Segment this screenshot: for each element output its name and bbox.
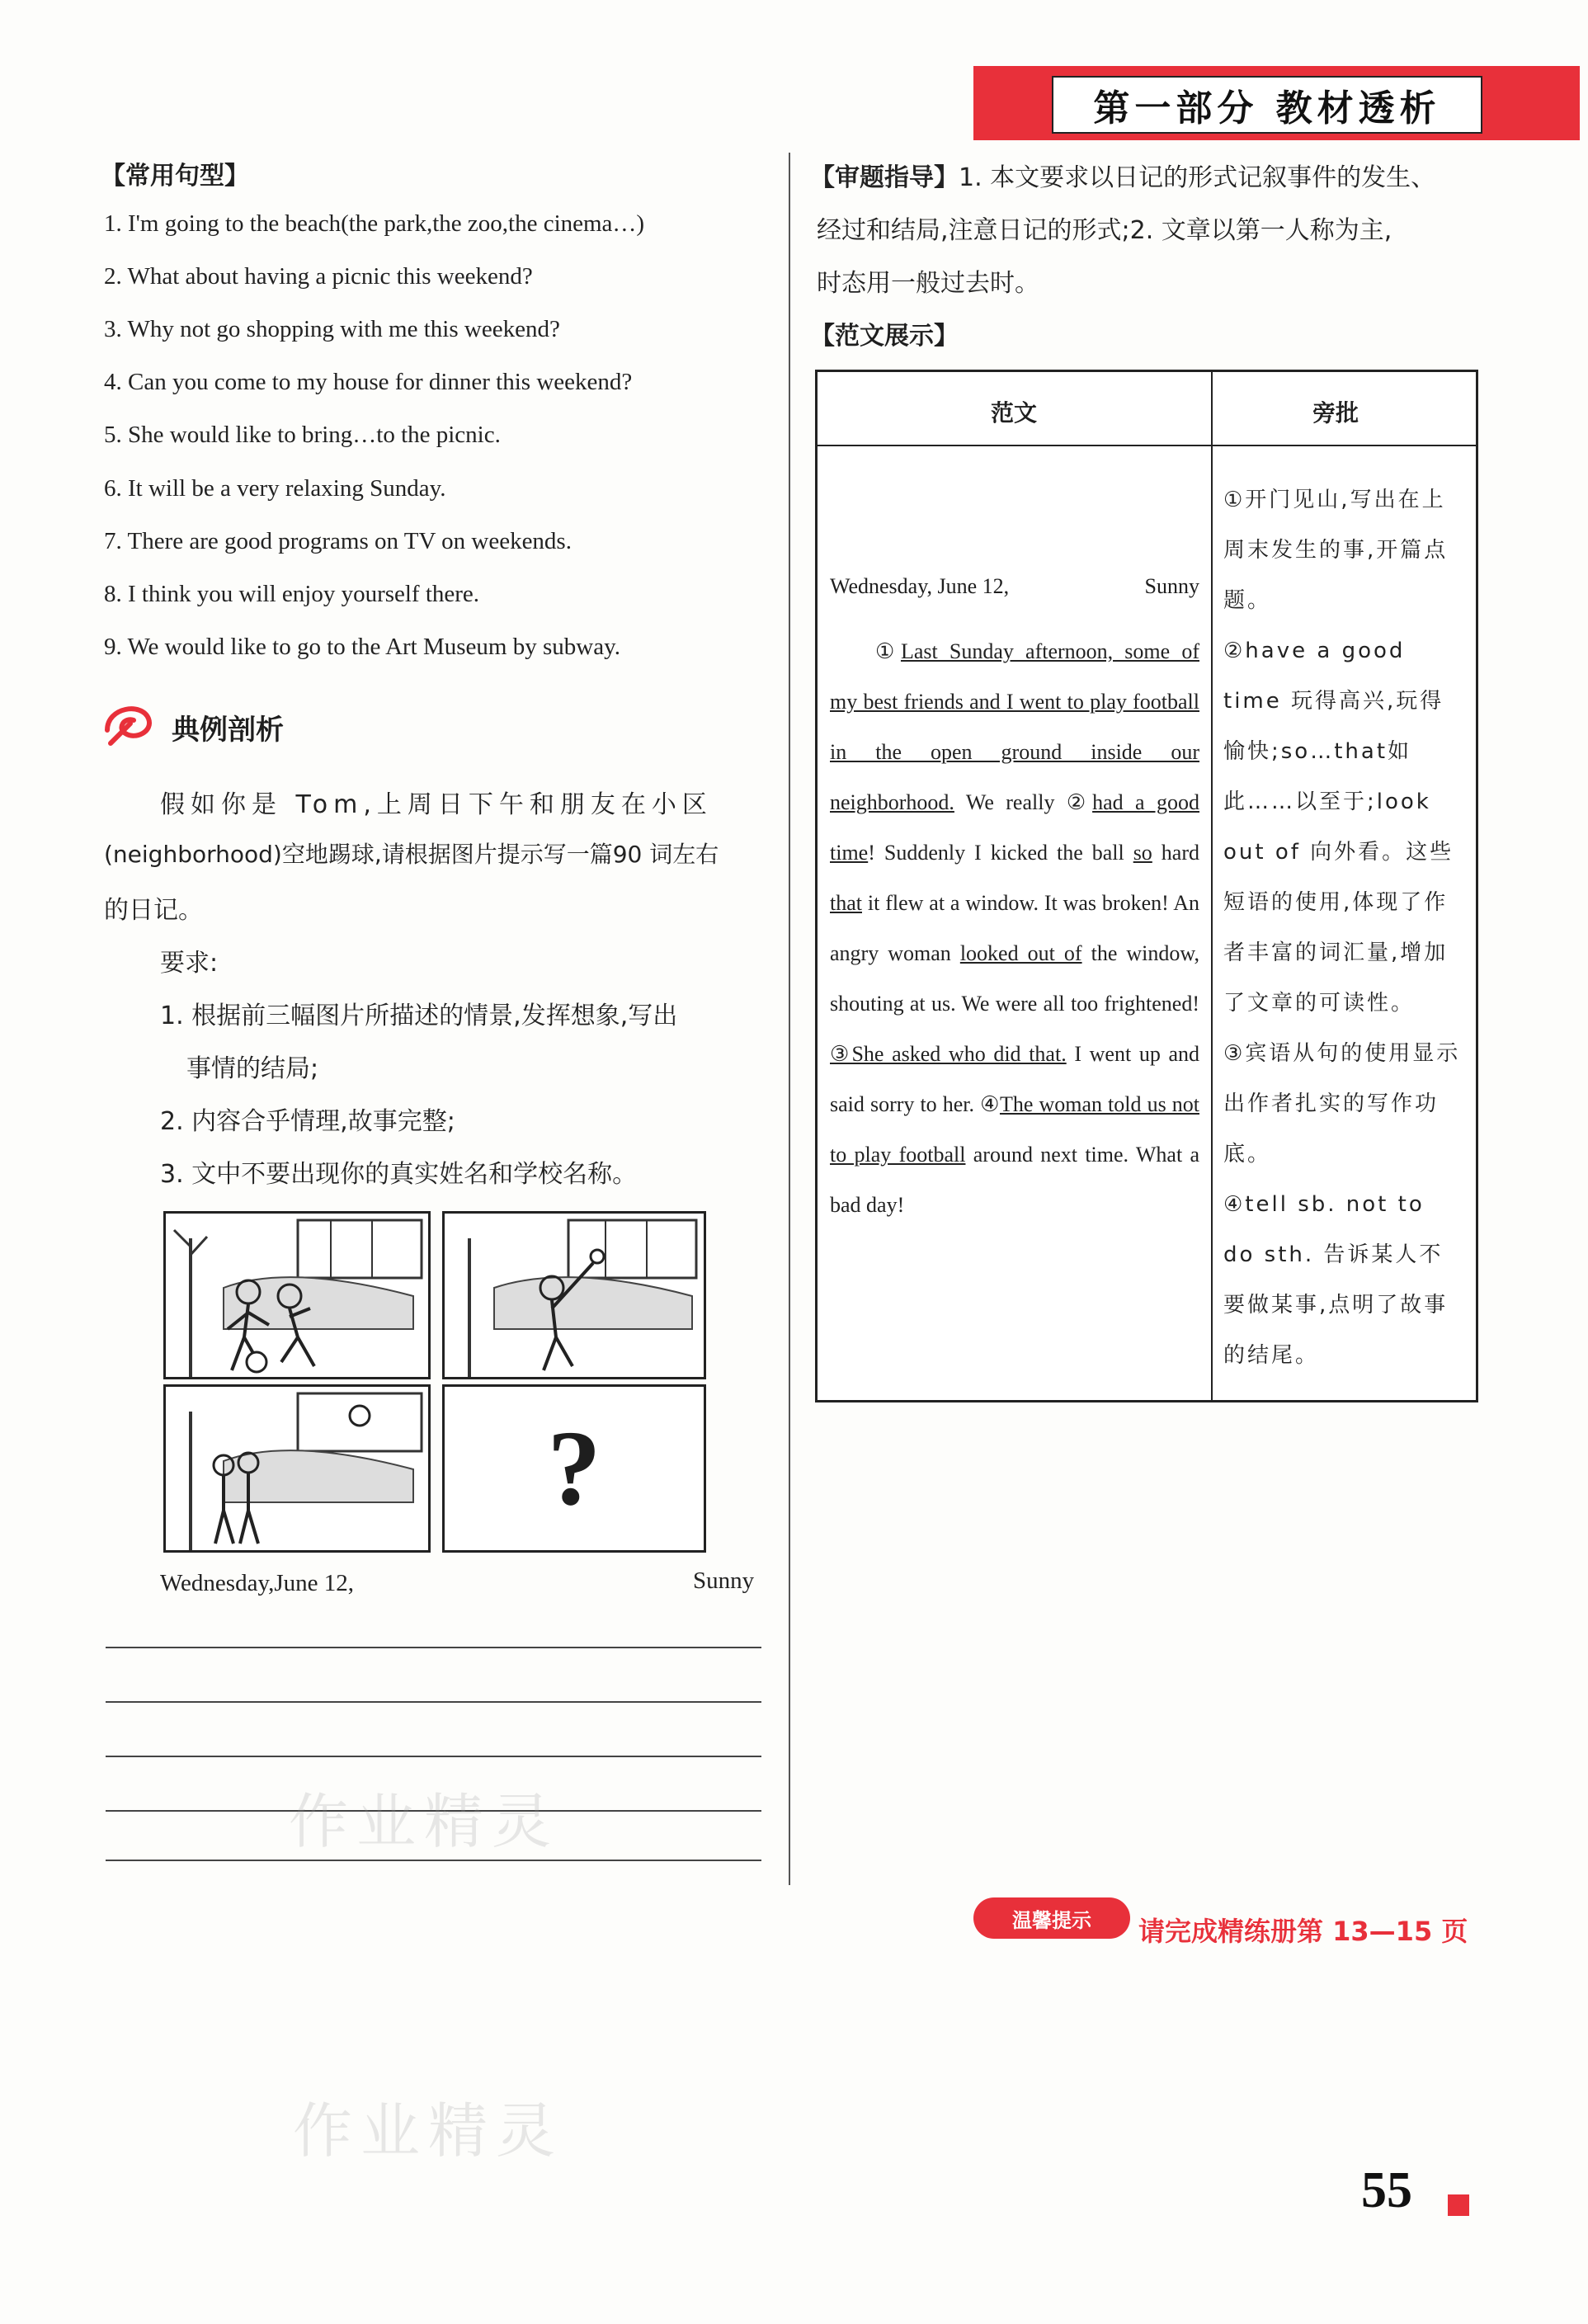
guide-label: 【审题指导】 [810, 163, 959, 192]
sentence-9: 9. We would like to go to the Art Museum by subway. [104, 634, 620, 660]
underline-7: The woman told us not to play football [830, 1092, 1199, 1167]
sentence-5: 5. She would like to bring…to the picnic. [104, 422, 501, 448]
diary-date: Wednesday,June 12, [160, 1570, 354, 1596]
requirement-3: 3. 文中不要出现你的真实姓名和学校名称。 [160, 1160, 638, 1189]
underline-1: Last Sunday afternoon, some of my best friends and I went to play football in the open ground inside our neighborhood. [830, 639, 1199, 814]
sentence-7: 7. There are good programs on TV on weekends. [104, 528, 572, 554]
guide-line-1: 1. 本文要求以日记的形式记叙事件的发生、 [959, 163, 1436, 192]
writing-line-2[interactable] [106, 1701, 761, 1703]
diary-weather: Sunny [693, 1567, 755, 1594]
picture-panel-4 [442, 1384, 706, 1553]
sentence-2: 2. What about having a picnic this weekend? [104, 263, 533, 290]
underline-4: that [830, 891, 862, 915]
tip-label: 温馨提示 [1012, 1908, 1091, 1932]
requirement-1-cont: 事情的结局; [186, 1054, 319, 1083]
requirements-title: 要求: [160, 949, 219, 978]
chapter-title: 第一部分 教材透析 [1052, 76, 1482, 134]
tip-badge [973, 1897, 1130, 1939]
requirement-2: 2. 内容合乎情理,故事完整; [160, 1107, 455, 1136]
prompt-line-2: (neighborhood)空地踢球,请根据图片提示写一篇90 词左右 [104, 841, 719, 868]
example-title: 典例剖析 [172, 714, 284, 747]
page-number: 55 [1361, 2162, 1412, 2218]
comment-1: ①开门见山,写出在上周末发生的事,开篇点题。 [1223, 488, 1449, 613]
comments-column [1223, 475, 1463, 1381]
model-essay-table [815, 370, 1478, 1402]
prompt-line-3: 的日记。 [104, 896, 203, 925]
essay-date: Wednesday, June 12, [830, 574, 1010, 598]
comment-4: ④tell sb. not to do sth. 告诉某人不要做某事,点明了故事的结尾。 [1223, 1192, 1449, 1368]
patterns-title: 【常用句型】 [101, 162, 249, 191]
underline-5: looked out of [959, 941, 1082, 965]
swirl-icon [102, 697, 157, 748]
table-header-comments: 旁批 [1312, 399, 1359, 427]
writing-line-3[interactable] [106, 1756, 761, 1757]
prompt-line-1: 假如你是 Tom,上周日下午和朋友在小区 [160, 790, 713, 819]
column-divider [789, 153, 790, 1885]
table-header-essay: 范文 [991, 399, 1038, 427]
table-divider-horizontal [818, 445, 1476, 446]
comment-3: ③宾语从句的使用显示出作者扎实的写作功底。 [1223, 1041, 1461, 1167]
model-label: 【范文展示】 [810, 322, 959, 351]
sentence-8: 8. I think you will enjoy yourself there. [104, 581, 480, 607]
table-divider-vertical [1211, 372, 1213, 1400]
requirement-1: 1. 根据前三幅图片所描述的情景,发挥想象,写出 [160, 1002, 678, 1030]
writing-line-5[interactable] [106, 1860, 761, 1861]
sentence-1: 1. I'm going to the beach(the park,the zoo,the cinema…) [104, 210, 645, 237]
picture-panel-2 [442, 1211, 706, 1379]
guide-line-2: 经过和结局,注意日记的形式;2. 文章以第一人称为主, [817, 216, 1392, 245]
question-mark: ? [547, 1409, 601, 1528]
underline-2: had a good time [830, 790, 1199, 865]
writing-line-1[interactable] [106, 1647, 761, 1648]
guide-paragraph [810, 157, 1487, 193]
chapter-banner [973, 66, 1580, 140]
sentence-4: 4. Can you come to my house for dinner this weekend? [104, 369, 633, 395]
underline-3: so [1133, 841, 1152, 865]
page-marker-square [1448, 2194, 1469, 2216]
essay-weather: Sunny [1144, 574, 1199, 598]
essay-body: ①Last Sunday afternoon, some of my best friends and I went to play football in the open ground inside our neighborhood. We really ②had a good time! Suddenly I kicked the ball so hard that it flew at a window. It was broken! An angry woman looked out of the window, shouting at us. We were all too frightened! ③She asked who did that. I went up and said sorry to her. ④The woman told us not to play football around next time. What a bad day! [830, 639, 1200, 1217]
underline-6: ③She asked who did that. [830, 1042, 1067, 1066]
picture-panel-1 [163, 1211, 431, 1379]
picture-panel-3 [163, 1384, 431, 1553]
watermark-bottom: 作业精灵 [293, 2096, 564, 2166]
watermark-left: 作业精灵 [289, 1787, 560, 1856]
guide-line-3: 时态用一般过去时。 [817, 269, 1039, 298]
essay-header-row [830, 574, 1199, 599]
tip-text: 请完成精练册第 13—15 页 [1138, 1916, 1468, 1947]
sentence-3: 3. Why not go shopping with me this weekend? [104, 316, 560, 342]
comment-2: ②have a good time 玩得高兴,玩得愉快;so…that如此……以至于;look out of 向外看。这些短语的使用,体现了作者丰富的词汇量,增加了文章的可读性。 [1223, 639, 1454, 1016]
sentence-6: 6. It will be a very relaxing Sunday. [104, 475, 446, 502]
